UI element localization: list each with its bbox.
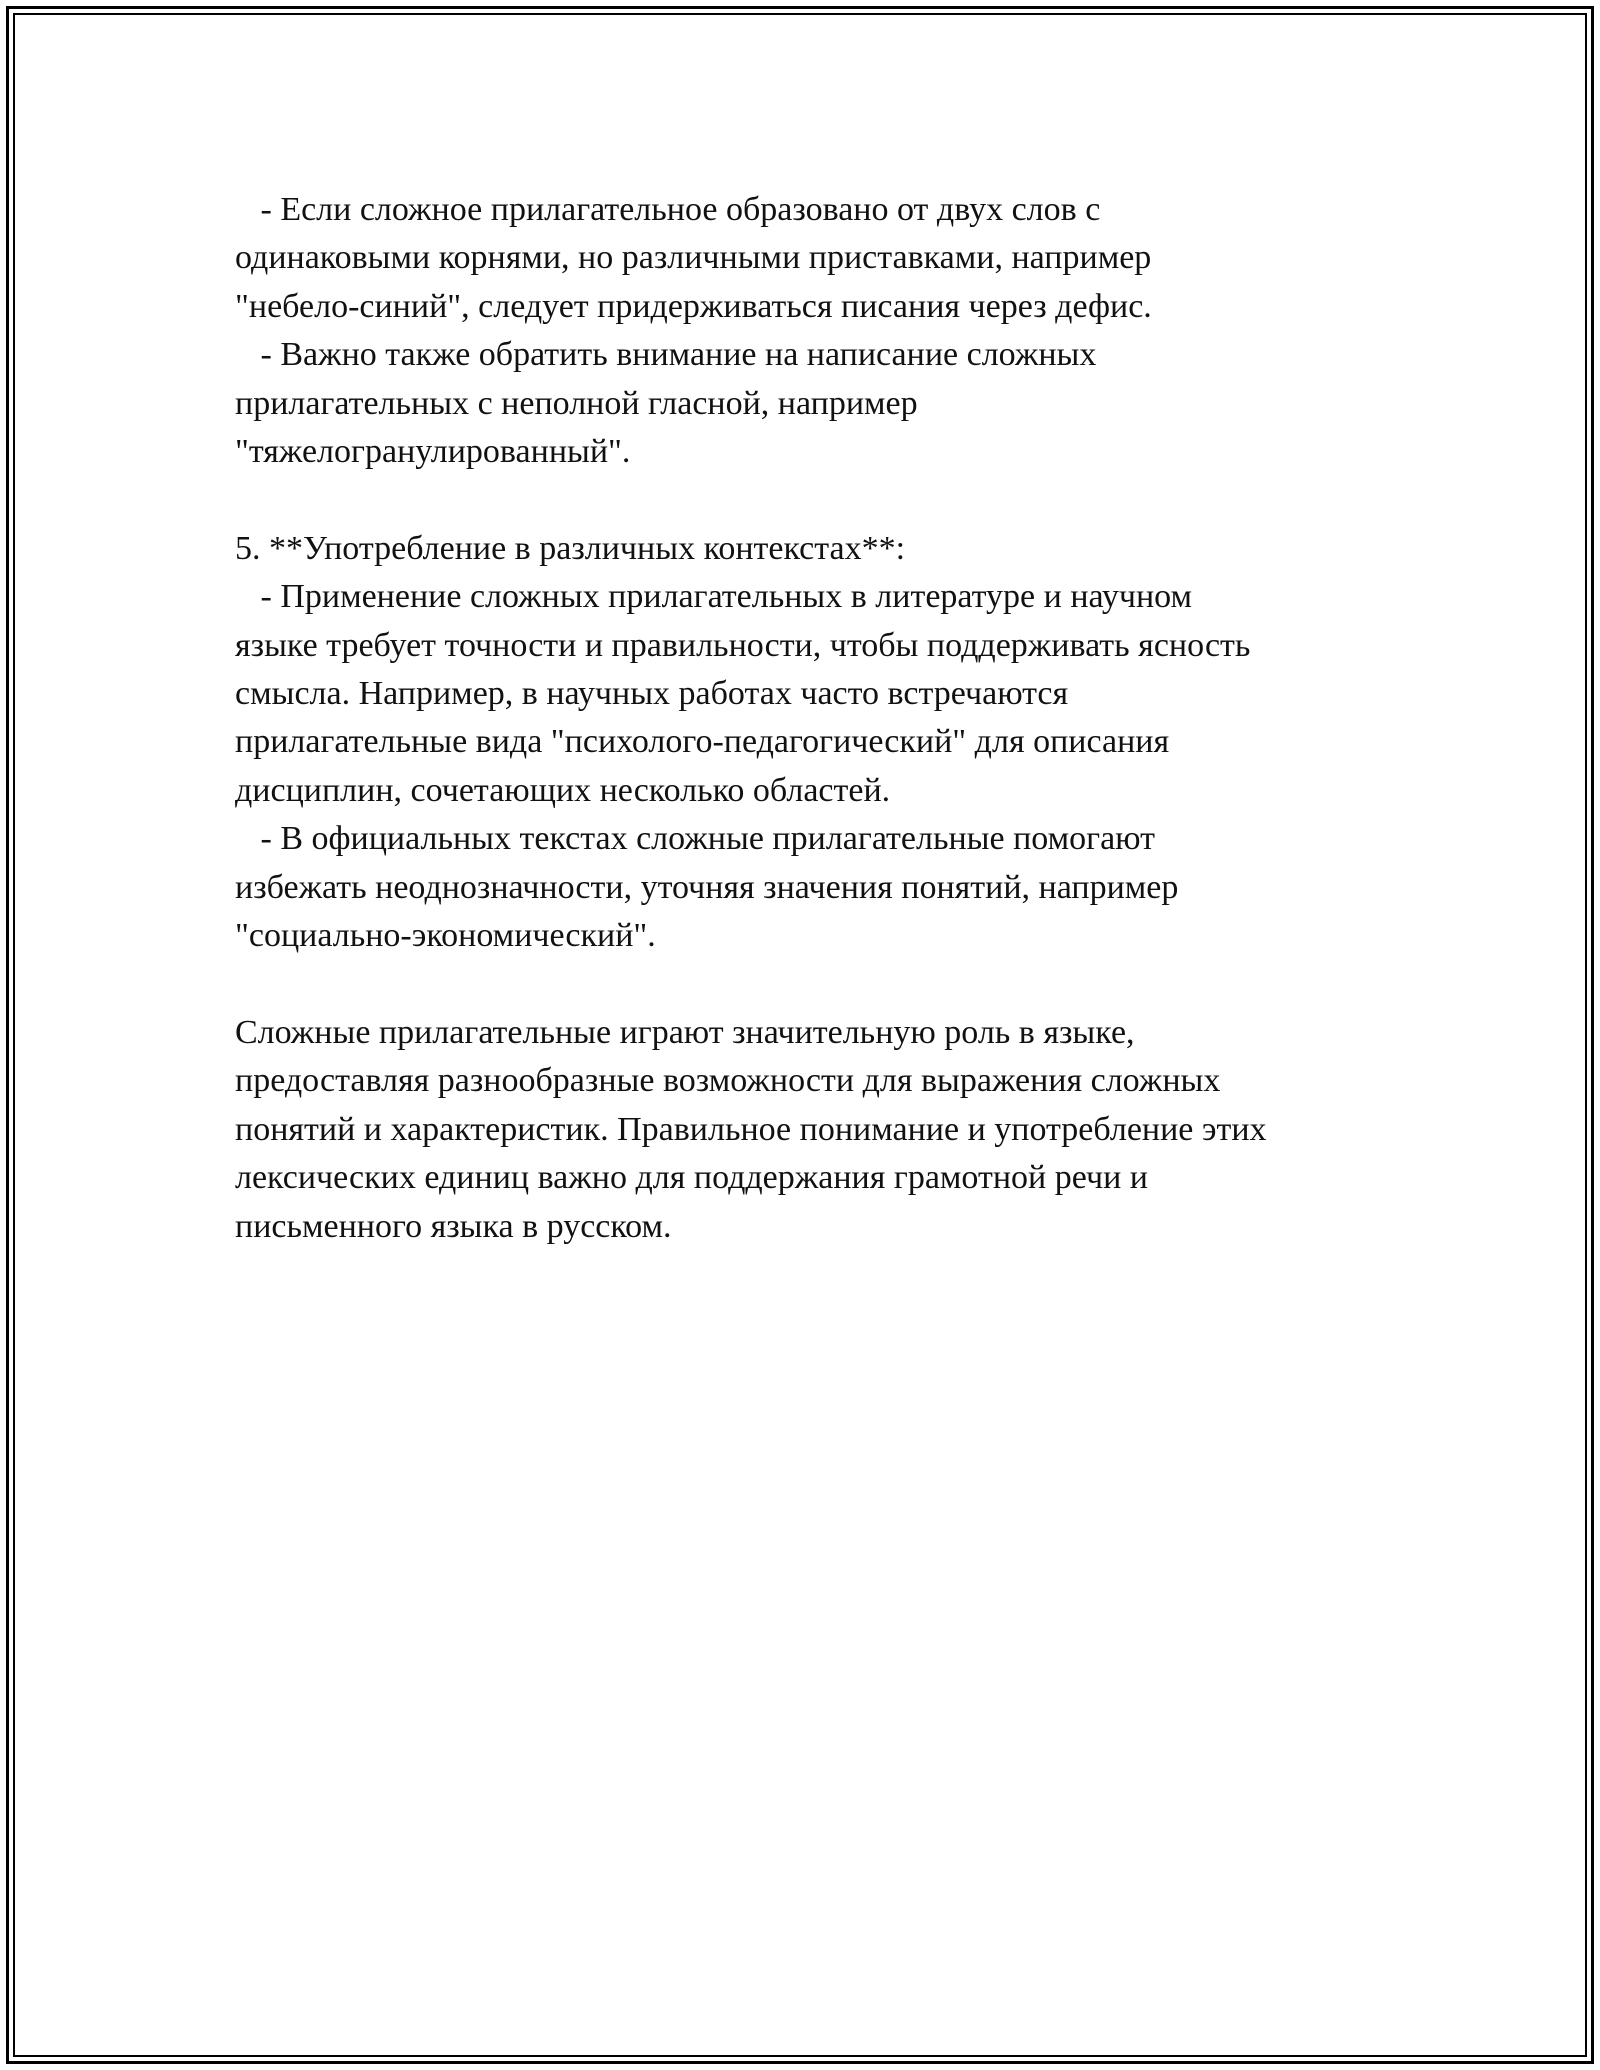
text-line: понятий и характеристик. Правильное понимание и употребление этих [235,1110,1267,1148]
paragraph-spacer [235,960,1415,1008]
text-line: - В официальных текстах сложные прилагательные помогают [235,820,1155,858]
text-line: прилагательных с неполной гласной, например [235,384,918,422]
text-line: - Если сложное прилагательное образовано от двух слов с [235,191,1101,228]
text-line: "тяжелогранулированный". [235,433,631,471]
paragraph-hyphenation-rules [235,186,1415,476]
text-line: - Применение сложных прилагательных в литературе и научном [235,578,1193,616]
text-line: - Важно также обратить внимание на написание сложных [235,336,1097,374]
text-line: одинаковыми корнями, но различными приставками, например [235,239,1152,277]
text-line: прилагательные вида "психолого-педагогический" для описания [235,723,1170,761]
text-line: Сложные прилагательные играют значительную роль в языке, [235,1013,1135,1051]
text-line: предоставляя разнообразные возможности для выражения сложных [235,1062,1221,1100]
text-line: "социально-экономический". [235,917,656,955]
text-line: смысла. Например, в научных работах часто встречаются [235,675,1069,713]
paragraph-spacer [235,476,1415,524]
paragraph-usage-contexts [235,525,1415,961]
text-line: избежать неоднозначности, уточняя значения понятий, например [235,868,1179,906]
text-line: письменного языка в русском. [235,1207,672,1245]
text-line: "небело-синий", следует придерживаться писания через дефис. [235,287,1152,325]
text-line: языке требует точности и правильности, чтобы поддерживать ясность [235,626,1251,664]
text-line: лексических единиц важно для поддержания грамотной речи и [235,1159,1148,1197]
text-line: дисциплин, сочетающих несколько областей. [235,771,891,809]
section-heading: 5. **Употребление в различных контекстах**: [235,529,906,567]
document-body [235,186,1415,1251]
paragraph-conclusion [235,1009,1415,1251]
